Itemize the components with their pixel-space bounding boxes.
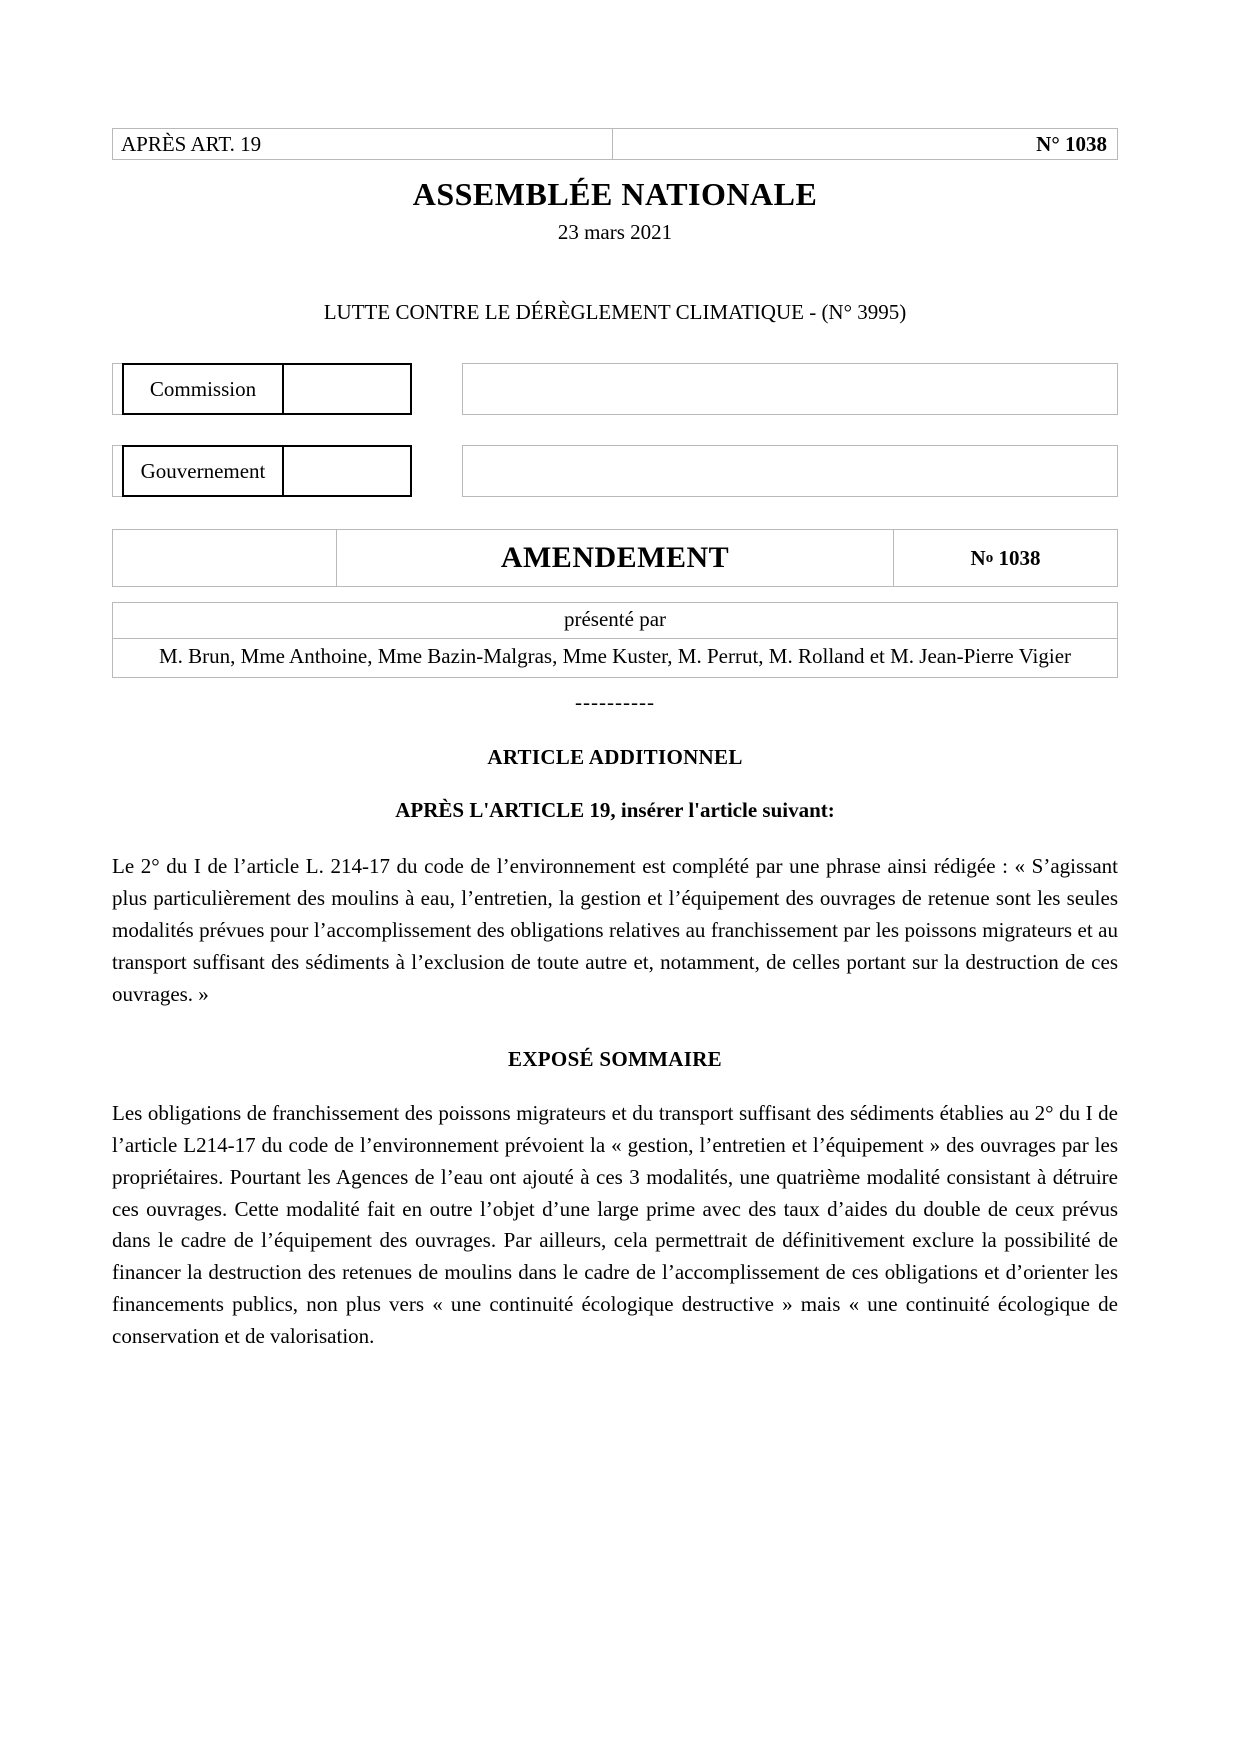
amendement-number-value: 1038 bbox=[998, 545, 1041, 570]
commission-label: Commission bbox=[122, 363, 282, 415]
authors-list: M. Brun, Mme Anthoine, Mme Bazin-Malgras, Mme Kuster, M. Perrut, M. Rolland et M. Jean-Pierre Vigier bbox=[112, 638, 1118, 678]
presented-by-label: présenté par bbox=[112, 602, 1118, 638]
amendment-number-header: N° 1038 bbox=[1036, 131, 1107, 156]
commission-row-pad bbox=[112, 363, 122, 415]
amendment-text: Le 2° du I de l’article L. 214-17 du code de l’environnement est complété par une phrase ainsi rédigée : « S’agissant plus particulièrement des moulins à eau, l’entretien, la gestion et l’équipement des ouvrages de retenue sont les seules modalités prévues pour l’accomplissement des obligations relatives au franchissement par les poissons migrateurs et au transport suffisant des sédiments à l’exclusion de toute autre et, notamment, de celles portant sur la destruction de ces ouvrages. » bbox=[112, 854, 1118, 1006]
gouvernement-row-pad bbox=[112, 445, 122, 497]
amendement-banner bbox=[112, 529, 1118, 587]
expose-text: Les obligations de franchissement des poissons migrateurs et du transport suffisant des sédiments établies au 2° du I de l’article L214-17 du code de l’environnement prévoient la « gestion, l’entretien et l’équipement » des ouvrages par les propriétaires. Pourtant les Agences de l’eau ont ajouté à ces 3 modalités, une quatrième modalité consistant à détruire ces ouvrages. Cette modalité fait en outre l’objet d’une large prime avec des taux d’aides du double de ceux prévus dans le cadre de l’équipement des ouvrages. Par ailleurs, cela permettrait de définitivement exclure la possibilité de financer la destruction des retenues de moulins dans le cadre de l’accomplissement de ces obligations et d’orienter les financements publics, non plus vers « une continuité écologique destructive » mais « une continuité écologique de conservation et de valorisation. bbox=[112, 1100, 1118, 1349]
gouvernement-label: Gouvernement bbox=[122, 445, 282, 497]
document-date: 23 mars 2021 bbox=[557, 220, 673, 244]
gouvernement-checkbox[interactable] bbox=[282, 445, 412, 497]
separator-dashes: ---------- bbox=[575, 690, 655, 715]
commission-notes-field[interactable] bbox=[462, 363, 1118, 415]
commission-label-group bbox=[122, 363, 440, 415]
section-article-additionnel: ARTICLE ADDITIONNEL bbox=[487, 745, 743, 770]
section-expose-sommaire: EXPOSÉ SOMMAIRE bbox=[508, 1046, 722, 1071]
gouvernement-spacer bbox=[440, 445, 462, 497]
commission-checkbox[interactable] bbox=[282, 363, 412, 415]
article-reference: APRÈS ART. 19 bbox=[113, 129, 613, 159]
amendement-left-cell bbox=[112, 529, 337, 587]
amendement-title: AMENDEMENT bbox=[337, 529, 893, 587]
law-title: LUTTE CONTRE LE DÉRÈGLEMENT CLIMATIQUE - (N° 3995) bbox=[323, 300, 907, 324]
commission-spacer bbox=[440, 363, 462, 415]
gouvernement-row bbox=[112, 445, 1118, 497]
gouvernement-label-group bbox=[122, 445, 440, 497]
amendement-number-sup: o bbox=[985, 549, 994, 566]
commission-row bbox=[112, 363, 1118, 415]
amendement-number-prefix: N bbox=[970, 545, 986, 570]
page-title: ASSEMBLÉE NATIONALE bbox=[412, 176, 818, 212]
insert-instruction: APRÈS L'ARTICLE 19, insérer l'article suivant: bbox=[395, 798, 835, 823]
gouvernement-notes-field[interactable] bbox=[462, 445, 1118, 497]
document-header-bar bbox=[112, 128, 1118, 160]
amendement-number bbox=[893, 529, 1118, 587]
